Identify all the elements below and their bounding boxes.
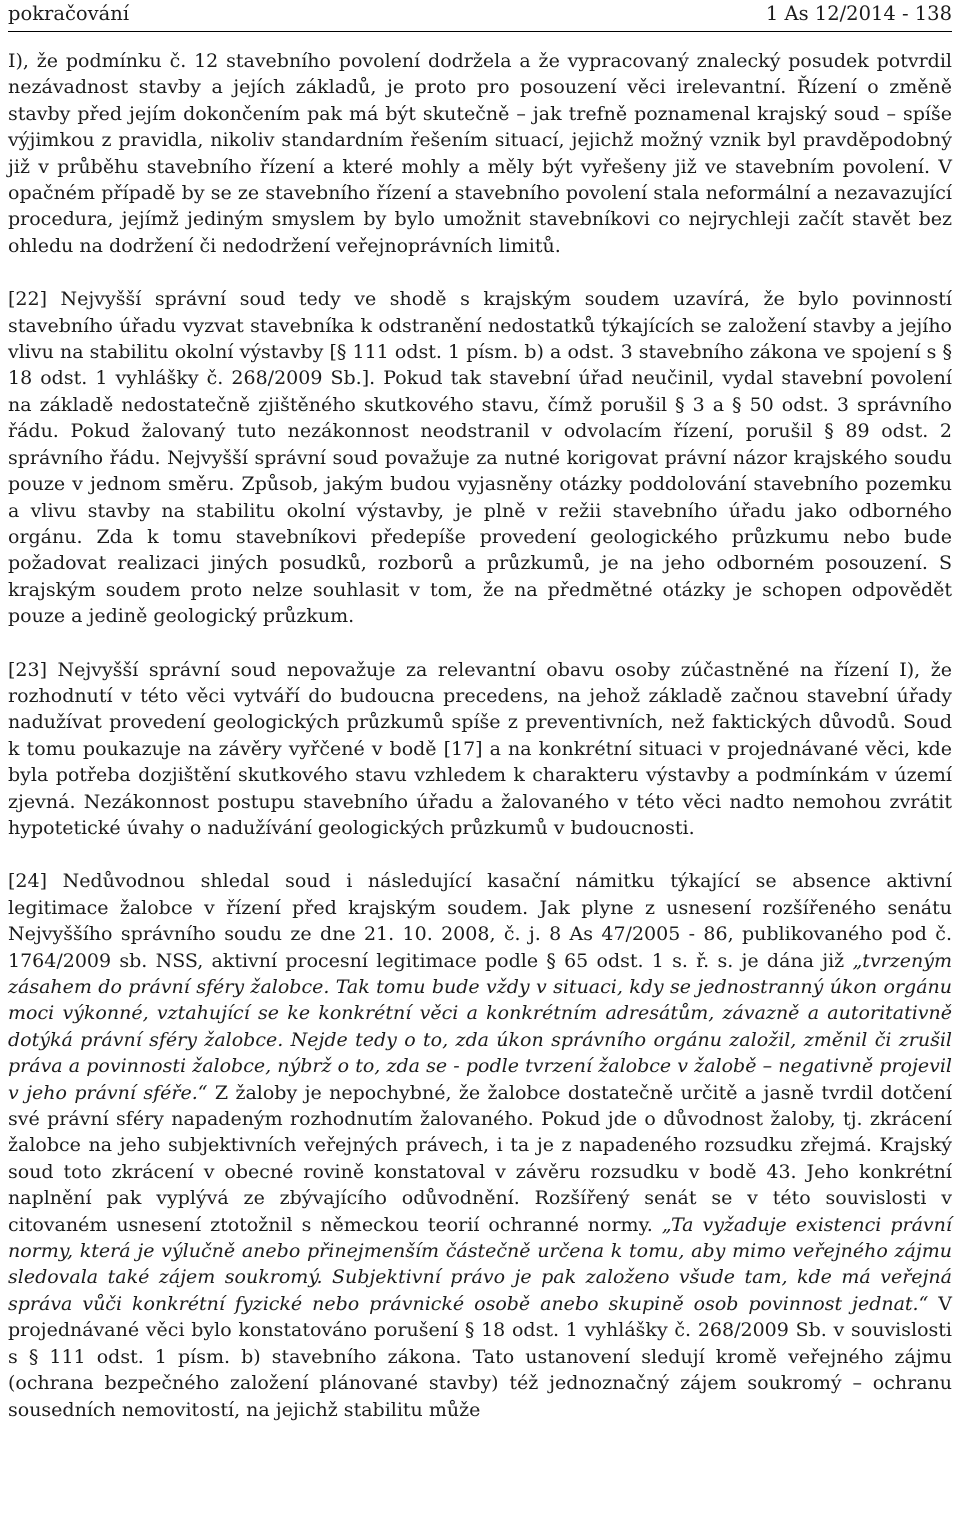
paragraph-24-quote-1: „tvrzeným zásahem do právní sféry žalobce. Tak tomu bude vždy v situaci, kdy se jednostranný úkon orgánu moci výkonné, vztahující se ke konkrétní věci a konkrétním adresátům, závazně a autoritativně dotýká právní sféry žalobce. Nejde tedy o to, zda úkon správního orgánu založil, změnil či zrušil práva a povinnosti žalobce, nýbrž o to, zda se - podle tvrzení žalobce v žalobě – negativně projevil v jeho právní sféře.“ [8, 949, 952, 1104]
header-case-number: 1 As 12/2014 - 138 [765, 2, 952, 25]
paragraph-intro: I), že podmínku č. 12 stavebního povolení dodržela a že vypracovaný znalecký posudek potvrdil nezávadnost stavby a jejích základů, je proto pro posouzení věci irelevantní. Řízení o změně stavby před jejím dokončením pak má být skutečně – jak trefně poznamenal krajský soud – spíše výjimkou z pravidla, nikoliv standardním řešením situací, jejichž možný vznik byl pravděpodobný již v průběhu stavebního řízení a které mohly a měly být vyřešeny již ve stavebním povolení. V opačném případě by se ze stavebního řízení a stavebního povolení stala neformální a nezavazující procedura, jejímž jediným smyslem by bylo umožnit stavebníkovi co nejrychleji začít stavět bez ohledu na dodržení či nedodržení veřejnoprávních limitů. [8, 50, 952, 257]
paragraph-24-text-b: Z žaloby je nepochybné, že žalobce dostatečně určitě a jasně tvrdil dotčení své právní sféry napadeným rozhodnutím žalovaného. Pokud jde o důvodnost žaloby, tj. zkrácení žalobce na jeho subjektivních veřejných právech, i ta je z napadeného rozsudku zřejmá. Krajský soud toto zkrácení v obecné rovině konstatoval v závěru rozsudku v bodě 43. Jeho konkrétní naplnění pak vyplývá ze zbývajícího odůvodnění. Rozšířený senát se v této souvislosti v citovaném usnesení ztotožnil s německou teorií ochranné normy. [8, 1081, 952, 1236]
paragraph-24 [8, 868, 952, 1423]
page-header [8, 0, 952, 32]
header-continuation-label: pokračování [8, 2, 130, 25]
paragraph-24-text-c: V projednávané věci bylo konstatováno porušení § 18 odst. 1 vyhlášky č. 268/2009 Sb. v souvislosti s § 111 odst. 1 písm. b) stavebního zákona. Tato ustanovení sledují kromě veřejného zájmu (ochrana bezpečného založení plánované stavby) též jednoznačný zájem soukromý – ochranu sousedních nemovitostí, na jejichž stabilitu může [8, 1292, 952, 1421]
paragraph-22: [22] Nejvyšší správní soud tedy ve shodě s krajským soudem uzavírá, že bylo povinností stavebního úřadu vyzvat stavebníka k odstranění nedostatků týkajících se založení stavby a jejího vlivu na stabilitu okolní výstavby [§ 111 odst. 1 písm. b) a odst. 3 stavebního zákona ve spojení s § 18 odst. 1 vyhlášky č. 268/2009 Sb.]. Pokud tak stavební úřad neučinil, vydal stavební povolení na základě nedostatečně zjištěného skutkového stavu, čímž porušil § 3 a § 50 odst. 3 správního řádu. Pokud žalovaný tuto nezákonnost neodstranil v odvolacím řízení, porušil § 89 odst. 2 správního řádu. Nejvyšší správní soud považuje za nutné korigovat právní názor krajského soudu pouze v jednom směru. Způsob, jakým budou vyjasněny otázky poddolování stavebního pozemku a vlivu stavby na stabilitu okolní výstavby, je plně v režii stavebního úřadu jako odborného orgánu. Zda k tomu stavebníkovi předepíše provedení geologického průzkumu nebo bude požadovat realizaci jiných posudků, rozborů a průzkumů, je na jeho odborném posouzení. S krajským soudem proto nelze souhlasit v tom, že na předmětné otázky je schopen odpovědět pouze a jedině geologický průzkum. [8, 288, 952, 628]
paragraph-23: [23] Nejvyšší správní soud nepovažuje za relevantní obavu osoby zúčastněné na řízení I), že rozhodnutí v této věci vytváří do budoucna precedens, na jehož základě začnou stavební úřady nadužívat provedení geologických průzkumů spíše z preventivních, než faktických důvodů. Soud k tomu poukazuje na závěry vyřčené v bodě [17] a na konkrétní situaci v projednávané věci, kde byla potřeba dozjištění skutkového stavu vzhledem k charakteru výstavby a podmínkám v území zjevná. Nezákonnost postupu stavebního úřadu a žalovaného v této věci nadto nemohou zvrátit hypotetické úvahy o nadužívání geologických průzkumů v budoucnosti. [8, 658, 952, 839]
paragraph-24-text-a: [24] Nedůvodnou shledal soud i následující kasační námitku týkající se absence aktivní legitimace žalobce v řízení před krajským soudem. Jak plyne z usnesení rozšířeného senátu Nejvyššího správního soudu ze dne 21. 10. 2008, č. j. 8 As 47/2005 - 86, publikovaného pod č. 1764/2009 sb. NSS, aktivní procesní legitimace podle § 65 odst. 1 s. ř. s. je dána již [8, 870, 952, 972]
paragraph-24-quote-2: „Ta vyžaduje existenci právní normy, která je výlučně anebo přinejmenším částečně určena k tomu, aby mimo veřejného zájmu sledovala také zájem soukromý. Subjektivní právo je pak založeno všude tam, kde má veřejná správa vůči konkrétní fyzické nebo právnické osobě anebo skupině osob povinnost jednat.“ [8, 1213, 952, 1315]
